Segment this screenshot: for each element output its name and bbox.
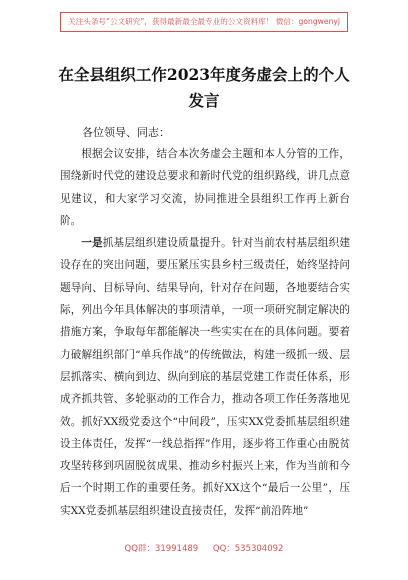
greeting: 各位领导、同志：: [82, 126, 170, 139]
promo-banner: 关注头条号“公文研究”，获得最新最全最专业的公文资料库！ 微信：gongwenyj: [60, 12, 348, 32]
document-body: [60, 143, 350, 522]
document-title: 在全县组织工作2023年度务虚会上的个人发言: [58, 65, 350, 110]
paragraph-first-point: [60, 232, 350, 522]
point-text: 抓基层组织建设质量提升。针对当前农村基层组织建设存在的突出问题，要压紧压实县乡村三级责任，始终坚持问题导向、目标导向、结果导向，针对存在问题，各地要结合实际，列出今年具体解决的事项清单，一项一项研究制定解决的措施方案，争取每年都能解决一些实实在在的具体问题。要着力破解组织部门“单兵作战”的传统做法，构建一级抓一级、层层抓落实、横向到边、纵向到底的基层党建工作责任体系，形成齐抓共管、多轮驱动的工作合力，推动各项工作任务落地见效。抓好XX级党委这个“中间段”，压实XX党委抓基层组织建设主体责任，发挥“一线总指挥”作用，逐步将工作重心由脱贫攻坚转移到巩固脱贫成果、推动乡村振兴上来，作为当前和今后一个时期工作的重要任务。抓好XX这个“最后一公里”，压实XX党委抓基层组织建设直接责任，发挥“前沿阵地”: [60, 237, 351, 517]
footer-qq: QQ：535304092: [212, 544, 284, 554]
footer-contact: [0, 542, 408, 554]
point-lead: 一是: [81, 237, 103, 250]
footer-qq-group: QQ群：31991489: [124, 544, 199, 554]
paragraph-intro: 根据会议安排，结合本次务虚会主题和本人分管的工作，围绕新时代党的建设总要求和新时代党的组织路线，讲几点意见建议，和大家学习交流，协同推进全县组织工作再上新台阶。: [60, 148, 350, 227]
